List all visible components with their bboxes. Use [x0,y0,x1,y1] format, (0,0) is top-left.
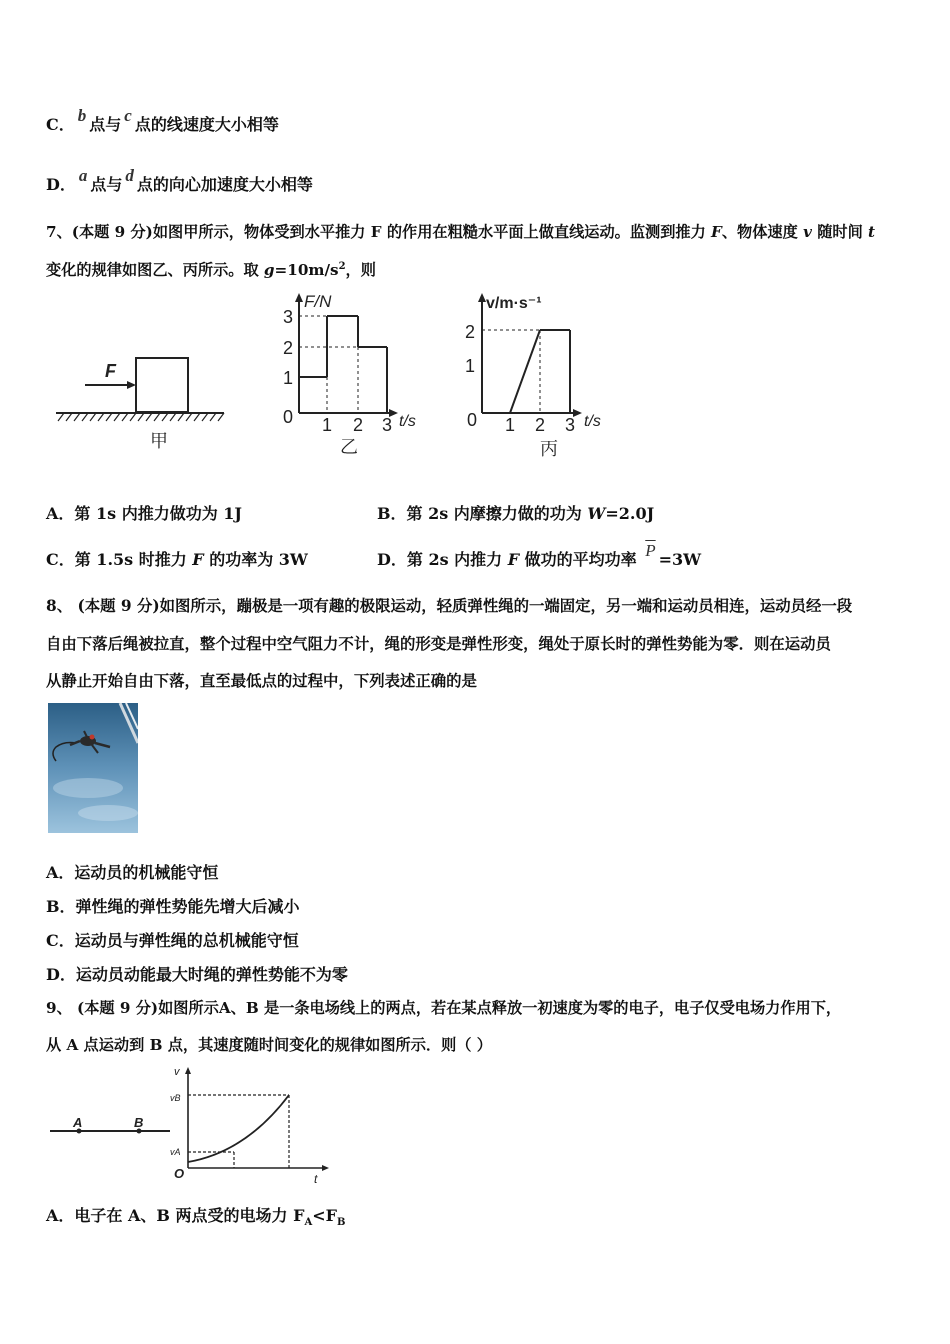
x-axis-label: t/s [399,413,416,430]
xtick-3: 3 [565,415,576,435]
ytick-1: 1 [465,356,476,376]
label-b: B [134,1115,144,1130]
label-a: A [73,1115,83,1130]
vB-label: vB [170,1093,181,1103]
xtick-0: 0 [467,410,478,430]
q8-stem-line2: 自由下落后绳被拉直，整个过程中空气阻力不计，绳的形变是弹性形变，绳处于原长时的弹性势能为零．则在运动员 [46,635,831,653]
y-axis-label: v/m·s⁻¹ [486,295,542,312]
ground-hatching [58,413,224,421]
var-b: b [77,106,87,125]
q7-option-b: B．第 2s 内摩擦力做的功为 W=2.0J [377,504,655,523]
q8-stem-line3: 从静止开始自由下落，直至最低点的过程中，下列表述正确的是 [46,672,477,690]
caption-yi: 乙 [340,437,358,457]
caption-bing: 丙 [540,439,558,459]
q6-option-d: D． a 点与 d 点的向心加速度大小相等 [46,166,313,194]
vA-label: vA [170,1147,181,1157]
q7-option-c: C．第 1.5s 时推力 F 的功率为 3W [46,550,308,569]
ytick-1: 1 [283,368,294,388]
y-axis-label: F/N [304,292,332,311]
xtick-2: 2 [353,415,364,435]
q7-figure-jia [50,345,230,460]
v-axis-label: v [174,1066,180,1078]
q9-figure [46,1062,346,1187]
xtick-1: 1 [322,415,333,435]
q8-option-d: D．运动员动能最大时绳的弹性势能不为零 [46,965,348,984]
force-label: F [105,361,116,381]
y-arrowhead [295,293,303,302]
q7-figure-yi [280,288,430,463]
guides [299,316,358,413]
x-axis-label: t/s [584,413,601,430]
y-arrowhead [478,293,486,302]
bungee-photo [48,703,138,833]
t-arrowhead [322,1165,329,1171]
q8-option-a: A．运动员的机械能守恒 [46,863,219,882]
q7-option-d: D．第 2s 内推力 F 做功的平均功率 $\overline{P} =3W$ [377,541,702,569]
q7-stem-line2: 变化的规律如图乙、丙所示。取 $g=10m/s^2$，则 [46,260,376,279]
force-arrowhead [127,381,136,389]
caption-jia: 甲 [150,431,168,451]
q6-option-c: C． b 点与 c 点的线速度大小相等 [46,106,279,134]
var-a: a [78,166,88,185]
ytick-2: 2 [465,322,476,342]
var-d: d [125,166,134,185]
q9-stem-line2: 从 A 点运动到 B 点，其速度随时间变化的规律如图所示．则（ ） [46,1036,492,1054]
q7-stem-line1: 7、(本题 9 分)如图甲所示，物体受到水平推力 F 的作用在粗糙水平面上做直线运动。监测到推力 F、物体速度 v 随时间 t [46,223,876,241]
q8-stem-line1: 8、 (本题 9 分)如图所示，蹦极是一项有趣的极限运动，轻质弹性绳的一端固定，另一端和运动员相连，运动员经一段 [46,597,853,615]
avg-power-symbol: $\overline{P}$ [645,541,656,560]
q9-option-a: A．电子在 A、B 两点受的电场力 $F_A<F_B$ [46,1206,346,1229]
q8-option-b: B．弹性绳的弹性势能先增大后减小 [46,897,300,916]
q7-figure-bing [460,288,630,463]
q9-stem-line1: 9、 (本题 9 分)如图所示A、B 是一条电场线上的两点，若在某点释放一初速度为零的电子，电子仅受电场力作用下， [46,999,842,1017]
ytick-2: 2 [283,338,294,358]
t-axis-label: t [314,1172,318,1186]
origin-label: O [174,1166,185,1181]
q8-option-c: C．运动员与弹性绳的总机械能守恒 [46,931,299,950]
var-c: c [124,106,132,125]
v-arrowhead [185,1067,191,1074]
ytick-3: 3 [283,307,294,327]
xtick-0: 0 [283,407,294,427]
xtick-1: 1 [505,415,516,435]
xtick-2: 2 [535,415,546,435]
guides [482,330,540,413]
ramp [510,330,540,413]
block [136,358,188,412]
q7-option-a: A．第 1s 内推力做功为 1J [46,504,242,523]
xtick-3: 3 [382,415,393,435]
guides [188,1095,289,1168]
